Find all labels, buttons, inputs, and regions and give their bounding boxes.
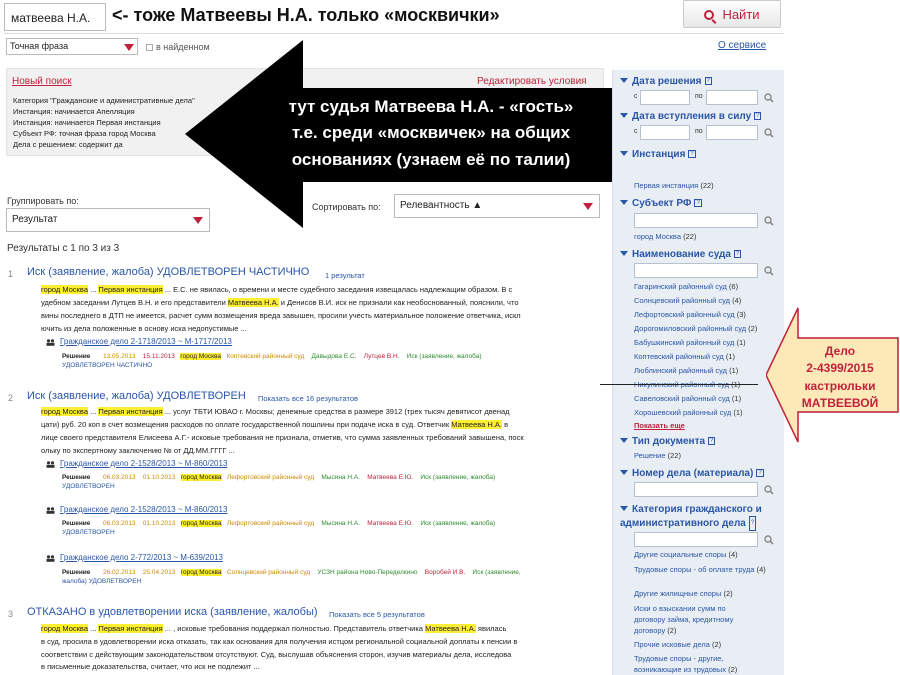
people-icon: [46, 461, 55, 468]
filter-title: Категория гражданского и административного дела: [620, 504, 762, 529]
meta-date: 25.04.2013: [142, 569, 176, 576]
condition-line: Субъект РФ: точная фраза город Москва: [13, 129, 156, 138]
meta-party: Воробей И.В.: [424, 569, 466, 576]
snippet-text: и Денисов В.И. иск не признали как необоснованный, пояснили, что: [278, 298, 519, 307]
option-count: (22): [683, 232, 697, 241]
option-count: (4): [728, 550, 738, 559]
result-number: 2: [8, 393, 14, 403]
help-icon: ?: [756, 113, 760, 119]
filter-option-court[interactable]: [634, 408, 743, 417]
people-icon: [46, 507, 55, 514]
result-number: 1: [8, 269, 14, 279]
chevron-down-icon: [193, 217, 203, 224]
filter-title: Инстанция: [632, 149, 686, 160]
filter-case-number[interactable]: [620, 468, 764, 479]
search-icon[interactable]: [764, 266, 774, 276]
search-icon[interactable]: [764, 128, 774, 138]
date-to-input[interactable]: [706, 90, 758, 105]
case-number-input[interactable]: [634, 482, 758, 497]
about-link[interactable]: О сервисе: [718, 40, 767, 51]
result-snippet-line: [41, 296, 519, 309]
snippet-text: в: [502, 420, 509, 429]
highlight: Первая инстанция: [98, 407, 163, 416]
case-meta: [62, 520, 495, 527]
result-number: 3: [8, 609, 14, 619]
triangle-down-icon: [620, 438, 628, 443]
condition-line: Инстанция: начинается Апелляция: [13, 107, 135, 116]
filter-option-category[interactable]: [634, 653, 754, 675]
search-input[interactable]: матвеева Н.А.: [4, 3, 106, 31]
phrase-mode-select[interactable]: [6, 38, 138, 55]
option-label: Другие жилищные споры: [634, 589, 722, 598]
sort-value: Релевантность ▲: [400, 200, 483, 211]
option-label: Люблинский районный суд: [634, 366, 727, 375]
filter-option-court[interactable]: [634, 324, 757, 333]
category-input[interactable]: [634, 532, 758, 547]
group-label: Группировать по:: [7, 196, 79, 206]
option-count: (4): [732, 296, 742, 305]
filter-option[interactable]: [634, 232, 696, 241]
help-icon: ?: [690, 151, 694, 157]
meta-label: Решение: [62, 474, 91, 481]
result-more-link[interactable]: Показать все 5 результатов: [329, 610, 425, 619]
option-label: Трудовые споры - другие, возникающие из трудовых: [634, 654, 727, 674]
option-label: Решение: [634, 451, 666, 460]
help-icon: ?: [758, 470, 762, 476]
from-label: с: [634, 93, 638, 100]
snippet-text: ...: [88, 407, 99, 416]
result-snippet-line: ючить из дела положенные в основу иска недопустимые ...: [41, 324, 247, 333]
result-title[interactable]: ОТКАЗАНО в удовлетворении иска (заявление, жалобы): [27, 606, 318, 618]
option-count: (4): [756, 565, 766, 574]
triangle-down-icon: [620, 200, 628, 205]
filter-doc-type[interactable]: [620, 436, 715, 447]
chevron-down-icon: [124, 44, 134, 51]
meta-court: Лефортовский районный суд: [226, 474, 315, 481]
meta-judge: УСЗН района Ново-Переделкино: [317, 569, 418, 576]
filter-option-court[interactable]: [634, 394, 741, 403]
new-search-link[interactable]: Новый поиск: [12, 76, 72, 87]
filter-instance[interactable]: [620, 149, 696, 160]
meta-date: 01.10.2013: [142, 474, 176, 481]
filter-option-category[interactable]: [634, 564, 774, 575]
case-result: УДОВЛЕТВОРЕН: [62, 529, 115, 536]
meta-judge: Давыдова Е.С.: [311, 353, 357, 360]
snippet-text: ... , исковые требования поддержал полностью. Представитель ответчика: [162, 624, 426, 633]
option-count: (3): [736, 310, 746, 319]
option-count: (22): [700, 181, 714, 190]
filter-effective-date[interactable]: [620, 111, 761, 122]
case-meta: [62, 353, 482, 360]
filter-court-name[interactable]: [620, 249, 741, 260]
arrow-annotation-line: основаниях (узнаем её по талии): [291, 150, 571, 169]
triangle-down-icon: [620, 251, 628, 256]
result-snippet-line: [41, 283, 512, 296]
meta-court: Лефортовский районный суд: [226, 520, 315, 527]
search-icon[interactable]: [764, 93, 774, 103]
option-label: Дорогомиловский районный суд: [634, 324, 747, 333]
filter-option-category[interactable]: [634, 640, 721, 649]
result-snippet-line: ольку по экспертному заключению № от ДД.ММ.ГГГГ ...: [41, 446, 235, 455]
filter-option-category[interactable]: [634, 550, 738, 559]
callout-line: кастрюльки: [804, 379, 876, 393]
filter-option-court[interactable]: [634, 366, 738, 375]
meta-date: 06.03.2013: [103, 520, 136, 527]
in-found-label: в найденном: [156, 42, 210, 52]
help-icon: ?: [696, 200, 700, 206]
snippet-text: ... Е.С. не явилась, о времени и месте судебного заседания извещалась надлежащим образом. В с: [162, 285, 513, 294]
filter-title: Номер дела (материала): [632, 468, 754, 479]
option-count: (2): [667, 626, 677, 635]
meta-date: 06.03.2013: [103, 474, 136, 481]
triangle-down-icon: [620, 506, 628, 511]
callout-line: Дело: [824, 344, 856, 358]
highlight: город Москва: [41, 407, 88, 416]
option-count: (1): [725, 352, 736, 361]
filter-option-court[interactable]: [634, 282, 738, 291]
date-from-input[interactable]: [640, 125, 690, 140]
date-from-input[interactable]: [640, 90, 690, 105]
snippet-text: цати) руб. 20 коп в счет возмещения расходов по оплате государственной пошлины при подаче иска в суд. Ответчик: [41, 420, 452, 429]
meta-label: Решение: [62, 569, 91, 576]
triangle-down-icon: [620, 78, 628, 83]
meta-date: 01.10.2013: [142, 520, 176, 527]
meta-city: город Москва: [180, 353, 222, 360]
snippet-text: ...: [88, 624, 99, 633]
option-label: Другие социальные споры: [634, 550, 727, 559]
filter-option-category[interactable]: [634, 603, 754, 636]
result-more-link[interactable]: Показать все 16 результатов: [258, 394, 358, 403]
filter-option-court[interactable]: [634, 296, 741, 305]
checkbox-icon: [146, 44, 153, 51]
callout-line: 2-4399/2015: [806, 361, 874, 375]
search-icon[interactable]: [764, 485, 774, 495]
result-title[interactable]: Иск (заявление, жалоба) УДОВЛЕТВОРЕН: [27, 390, 246, 402]
meta-date: 15.11.2013: [142, 353, 175, 360]
result-snippet-line: соответствии с действующим законодательством отсутствуют. Суд, выслушав объяснения сторон, изучив материалы дела, исследова: [41, 650, 512, 659]
filter-title: Дата решения: [632, 76, 702, 87]
result-snippet-line: [41, 418, 508, 431]
from-label: с: [634, 128, 638, 135]
to-label: по: [695, 128, 703, 135]
case-result: УДОВЛЕТВОРЕН ЧАСТИЧНО: [62, 362, 153, 369]
result-more-link[interactable]: 1 результат: [325, 271, 365, 280]
case-meta: [62, 569, 521, 576]
filter-title: Наименование суда: [632, 249, 731, 260]
snippet-text: ... услуг ТБТИ ЮВАО г. Москвы; денежные средства в размере 3912 (трех тысяч девятисот двенад: [162, 407, 510, 416]
option-count: (1): [729, 366, 739, 375]
arrow-annotation-line: тут судья Матвеева Н.А. - «гость»: [288, 97, 574, 116]
option-count: (1): [736, 338, 746, 347]
result-snippet-line: [41, 405, 510, 418]
help-icon: ?: [749, 516, 756, 531]
option-count: (22): [667, 451, 681, 460]
subject-input[interactable]: [634, 213, 758, 228]
filter-option[interactable]: [634, 451, 681, 460]
filter-option-court[interactable]: [634, 352, 735, 361]
filter-title: Дата вступления в силу: [632, 111, 752, 122]
meta-party: Лутцев В.Н.: [363, 353, 400, 360]
phrase-mode-value: Точная фраза: [10, 41, 69, 51]
meta-city: город Москва: [180, 520, 222, 527]
sort-label: Сортировать по:: [312, 202, 381, 212]
triangle-down-icon: [620, 151, 628, 156]
search-icon: [704, 10, 714, 20]
meta-label: Решение: [62, 520, 91, 527]
help-icon: ?: [735, 251, 740, 257]
meta-date: 13.05.2013: [103, 353, 136, 360]
filter-option-category[interactable]: [634, 589, 733, 598]
search-icon[interactable]: [764, 216, 774, 226]
filter-option-court[interactable]: [634, 338, 746, 347]
meta-judge: Мысина Н.А.: [321, 474, 360, 481]
result-snippet-line: вины последнего в ДТП не имеется, расчет сумм возмещения вреда завышен, просили учесть материальное положение ответчика, искл: [41, 311, 521, 320]
option-label: Солнцевский районный суд: [634, 296, 730, 305]
case-result: жалоба) УДОВЛЕТВОРЕН: [62, 578, 142, 585]
option-count: (6): [728, 282, 739, 291]
option-label: Первая инстанция: [634, 181, 699, 190]
option-label: Лефортовский районный суд: [634, 310, 735, 319]
meta-court: Солнцевский районный суд: [226, 569, 311, 576]
meta-label: Решение: [62, 353, 91, 360]
option-label: Иски о взыскании сумм по договору займа, кредитному договору: [634, 604, 734, 635]
meta-court: Коптевский районный суд: [226, 353, 305, 360]
case-link[interactable]: Гражданское дело 2-1528/2013 ~ М-860/2013: [60, 505, 228, 514]
triangle-down-icon: [620, 113, 628, 118]
show-more-link[interactable]: Показать еще: [634, 421, 685, 430]
highlight: город Москва: [41, 624, 88, 633]
search-icon[interactable]: [764, 535, 774, 545]
option-label: Прочие исковые дела: [634, 640, 710, 649]
result-snippet-line: [41, 622, 506, 635]
filter-option[interactable]: [634, 181, 714, 190]
to-label: по: [695, 93, 703, 100]
edit-conditions-link[interactable]: Редактировать условия: [477, 76, 587, 87]
option-label: Коптевский районный суд: [634, 352, 724, 361]
filter-category[interactable]: [620, 503, 780, 531]
filter-decision-date[interactable]: [620, 76, 712, 87]
meta-city: город Москва: [180, 474, 222, 481]
meta-party: Матвеева Е.Ю.: [367, 474, 414, 481]
snippet-text: удебном заседании Лутцев В.Н. и его представители: [41, 298, 228, 307]
option-label: Савеловский районный суд: [634, 394, 730, 403]
option-count: (1): [731, 394, 742, 403]
meta-judge: Мысина Н.А.: [321, 520, 360, 527]
result-title[interactable]: Иск (заявление, жалоба) УДОВЛЕТВОРЕН ЧАСТИЧНО: [27, 266, 310, 278]
result-snippet-line: лице своего представителя Елисеева А.Г.- исковые требования не признала, отметив, что сумма заявленных требований завышена, поск: [41, 433, 524, 442]
condition-line: Инстанция: начинается Первая инстанция: [13, 118, 161, 127]
highlight: Матвеева Н.А.: [425, 624, 476, 633]
option-count: (2): [723, 589, 733, 598]
group-value: Результат: [12, 214, 58, 225]
find-button[interactable]: [683, 0, 781, 28]
court-input[interactable]: [634, 263, 758, 278]
help-icon: ?: [706, 78, 710, 84]
condition-line: Дела с решением: содержит да: [13, 140, 123, 149]
option-label: Хорошевский районный суд: [634, 408, 732, 417]
annotation-underline: [600, 384, 758, 385]
sort-select[interactable]: [394, 194, 600, 218]
date-to-input[interactable]: [706, 125, 758, 140]
filter-title: Тип документа: [632, 436, 706, 447]
option-label: Трудовые споры - об оплате труда: [634, 565, 755, 574]
annotation-callout-arrow: [766, 300, 900, 450]
meta-party: Матвеева Е.Ю.: [367, 520, 414, 527]
meta-city: город Москва: [180, 569, 222, 576]
option-count: (2): [748, 324, 758, 333]
callout-line: МАТВЕЕВОЙ: [801, 396, 879, 410]
condition-line: Категория "Гражданские и административные дела": [13, 96, 195, 105]
option-label: Бабушкинский районный суд: [634, 338, 735, 347]
option-label: Гагаринский районный суд: [634, 282, 727, 291]
meta-category: Иск (заявление, жалоба): [420, 474, 496, 481]
option-count: (2): [711, 640, 722, 649]
highlight: Первая инстанция: [98, 285, 163, 294]
filter-subject[interactable]: [620, 198, 702, 209]
highlight: город Москва: [41, 285, 88, 294]
case-link[interactable]: Гражданское дело 2-1718/2013 ~ М-1717/2013: [60, 337, 232, 346]
divider: [4, 33, 784, 34]
option-count: (1): [733, 408, 743, 417]
snippet-text: явилась: [475, 624, 507, 633]
triangle-down-icon: [620, 470, 628, 475]
snippet-text: ...: [88, 285, 99, 294]
case-link[interactable]: Гражданское дело 2-772/2013 ~ М-639/2013: [60, 553, 223, 562]
highlight: Матвеева Н.А.: [451, 420, 502, 429]
case-result: УДОВЛЕТВОРЕН: [62, 483, 115, 490]
chevron-down-icon: [583, 203, 593, 210]
case-meta: [62, 474, 495, 481]
people-icon: [46, 339, 55, 346]
filter-option-court[interactable]: [634, 310, 746, 319]
help-icon: ?: [710, 438, 714, 444]
annotation-top: <- тоже Матвеевы Н.А. только «москвички»: [112, 5, 500, 25]
meta-category: Иск (заявление, жалоба): [406, 353, 482, 360]
highlight: Матвеева Н.А.: [227, 298, 279, 307]
highlight: Первая инстанция: [98, 624, 163, 633]
meta-date: 26.02.2013: [103, 569, 136, 576]
case-link[interactable]: Гражданское дело 2-1528/2013 ~ М-860/2013: [60, 459, 228, 468]
option-label: город Москва: [634, 232, 681, 241]
people-icon: [46, 555, 55, 562]
result-snippet-line: в суд, просила в удовлетворении иска отказать, так как основания для получения истцом региональной социальной доплаты к пенсии в: [41, 637, 518, 646]
group-select[interactable]: [6, 208, 210, 232]
results-count: Результаты с 1 по 3 из 3: [7, 243, 120, 254]
filter-title: Субъект РФ: [632, 198, 692, 209]
result-snippet-line: в письменные доказательства, считает, что иск не подлежит ...: [41, 662, 260, 671]
meta-category: Иск (заявление, жалоба): [420, 520, 496, 527]
arrow-annotation-line: т.е. среди «москвичек» на общих: [291, 123, 571, 142]
meta-category: Иск (заявление,: [472, 569, 521, 576]
find-button-label: Найти: [722, 7, 760, 22]
option-count: (2): [728, 665, 738, 674]
